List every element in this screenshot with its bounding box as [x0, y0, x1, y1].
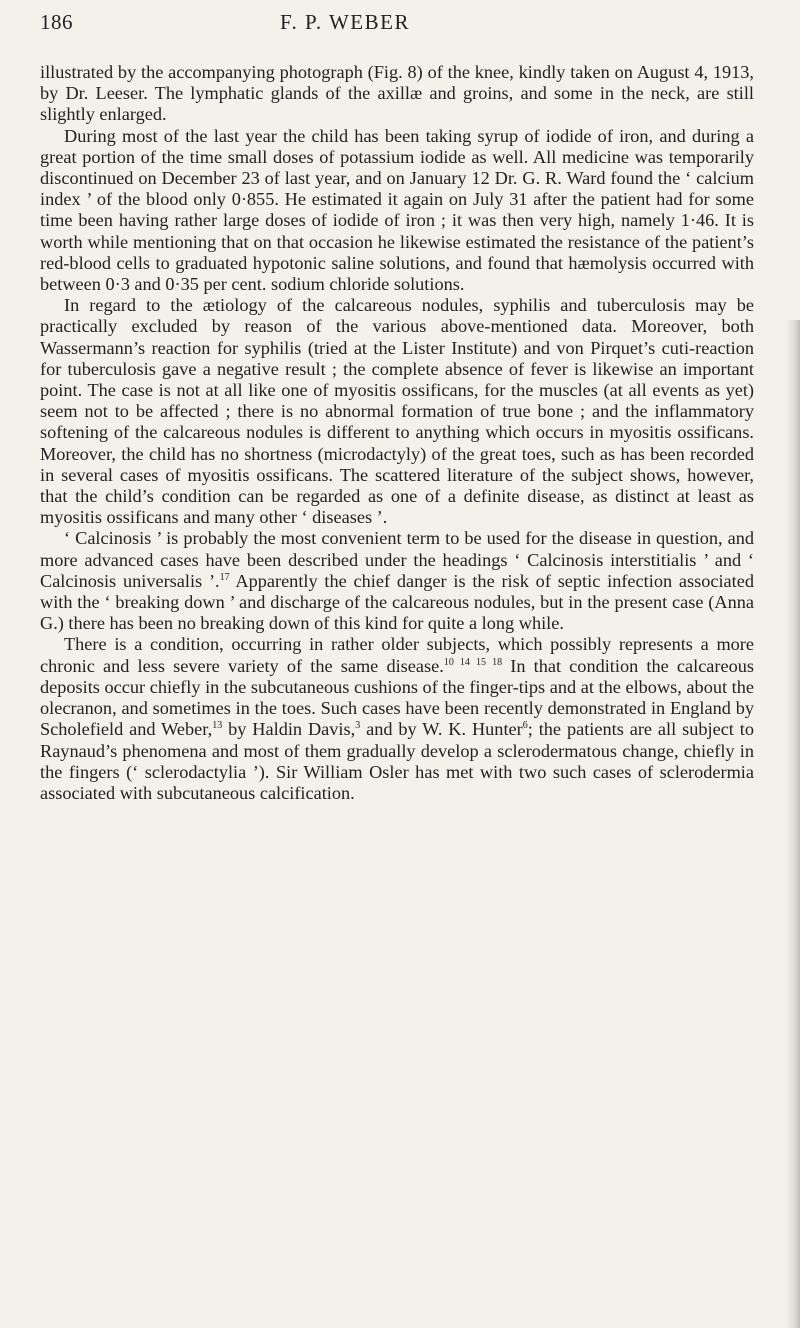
- paragraph-aetiology: [40, 295, 754, 528]
- paragraph-text: by Haldin Davis,: [222, 719, 356, 740]
- paragraph-text: In regard to the ætiology of the calcareous nodules, syphilis and tuberculosis may be practically excluded by reason of the various above-mentioned data. Moreover, both Wassermann’s reaction for syphilis (tried at the Lister Institute) and von Pirquet’s cuti-reaction for tuberculosis gave a negative result ; the complete absence of fever is likewise an important point. The case is not at all like one of myositis ossificans, for the muscles (at all events as yet) seem not to be affected ; there is no abnormal formation of true bone ; and the inflammatory softening of the calcareous nodules is different to anything which occurs in myositis ossificans. Moreover, the child has no shortness (microdactyly) of the great toes, such as has been recorded in several cases of myositis ossificans. The scattered literature of the subject shows, however, that the child’s condition can be regarded as one of a definite disease, as distinct at least as myositis ossificans and many other ‘ diseases ’.: [40, 295, 754, 528]
- footnote-ref: 10 14 15 18: [443, 656, 503, 668]
- paragraph-text: During most of the last year the child has been taking syrup of iodide of iron, and during a great portion of the time small doses of potassium iodide as well. All medicine was temporarily discontinued on December 23 of last year, and on January 12 Dr. G. R. Ward found the ‘ calcium index ’ of the blood only 0·855. He estimated it again on July 31 after the patient had for some time been having rather large doses of iodide of iron ; it was then very high, namely 1·46. It is worth while mentioning that on that occasion he likewise estimated the resistance of the patient’s red-blood cells to graduated hypotonic saline solutions, and found that hæmolysis occurred with between 0·3 and 0·35 per cent. sodium chloride solutions.: [40, 125, 754, 295]
- paragraph-text: ‘ Calcinosis ’ is probably the most convenient term to be used for the disease in question, and more advanced cases have been described under the headings ‘ Calcinosis interstitialis ’ and ‘ Calcinosis universalis ’.: [40, 528, 754, 591]
- body-text: [40, 62, 754, 804]
- paragraph-calcinosis: [40, 528, 754, 634]
- paragraph-treatment: [40, 126, 754, 296]
- paragraph-text: Apparently the chief danger is the risk of septic infection associated with the ‘ breaking down ’ and discharge of the calcareous nodules, but in the present case (Anna G.) there has been no breaking down of this kind for quite a long while.: [40, 570, 755, 634]
- paragraph-text: There is a condition, occurring in rather older subjects, which possibly represents a more chronic and less severe variety of the same disease.: [40, 634, 754, 676]
- footnote-ref: 13: [212, 720, 223, 732]
- footnote-ref: 3: [355, 720, 361, 732]
- paragraph-text: illustrated by the accompanying photograph (Fig. 8) of the knee, kindly taken on August 4, 1913, by Dr. Leeser. The lymphatic glands of the axillæ and groins, and some in the neck, are still slightly enlarged.: [40, 62, 754, 125]
- running-head: [40, 10, 760, 40]
- paragraph-text: In that condition the calcareous deposits occur chiefly in the subcutaneous cushions of the finger-tips and at the elbows, about the olecranon, and sometimes in the toes. Such cases have been recently demonstrated in England by Scholefield and Weber,: [40, 655, 755, 740]
- footnote-ref: 6: [522, 720, 528, 732]
- paragraph-continuation: [40, 62, 754, 126]
- page-number: 186: [40, 10, 73, 34]
- paragraph-text: and by W. K. Hunter: [360, 719, 523, 740]
- running-head-title: F. P. WEBER: [280, 10, 410, 34]
- paragraph-text: ; the patients are all subject to Raynaud’s phenomena and most of them gradually develop a sclerodermatous change, chiefly in the fingers (‘ sclerodactylia ’). Sir William Osler has met with two such cases of sclerodermia associated with subcutaneous calcification.: [40, 719, 755, 803]
- paragraph-condition: [40, 634, 754, 804]
- page-edge-shadow: [786, 320, 800, 1328]
- footnote-ref: 17: [219, 571, 230, 583]
